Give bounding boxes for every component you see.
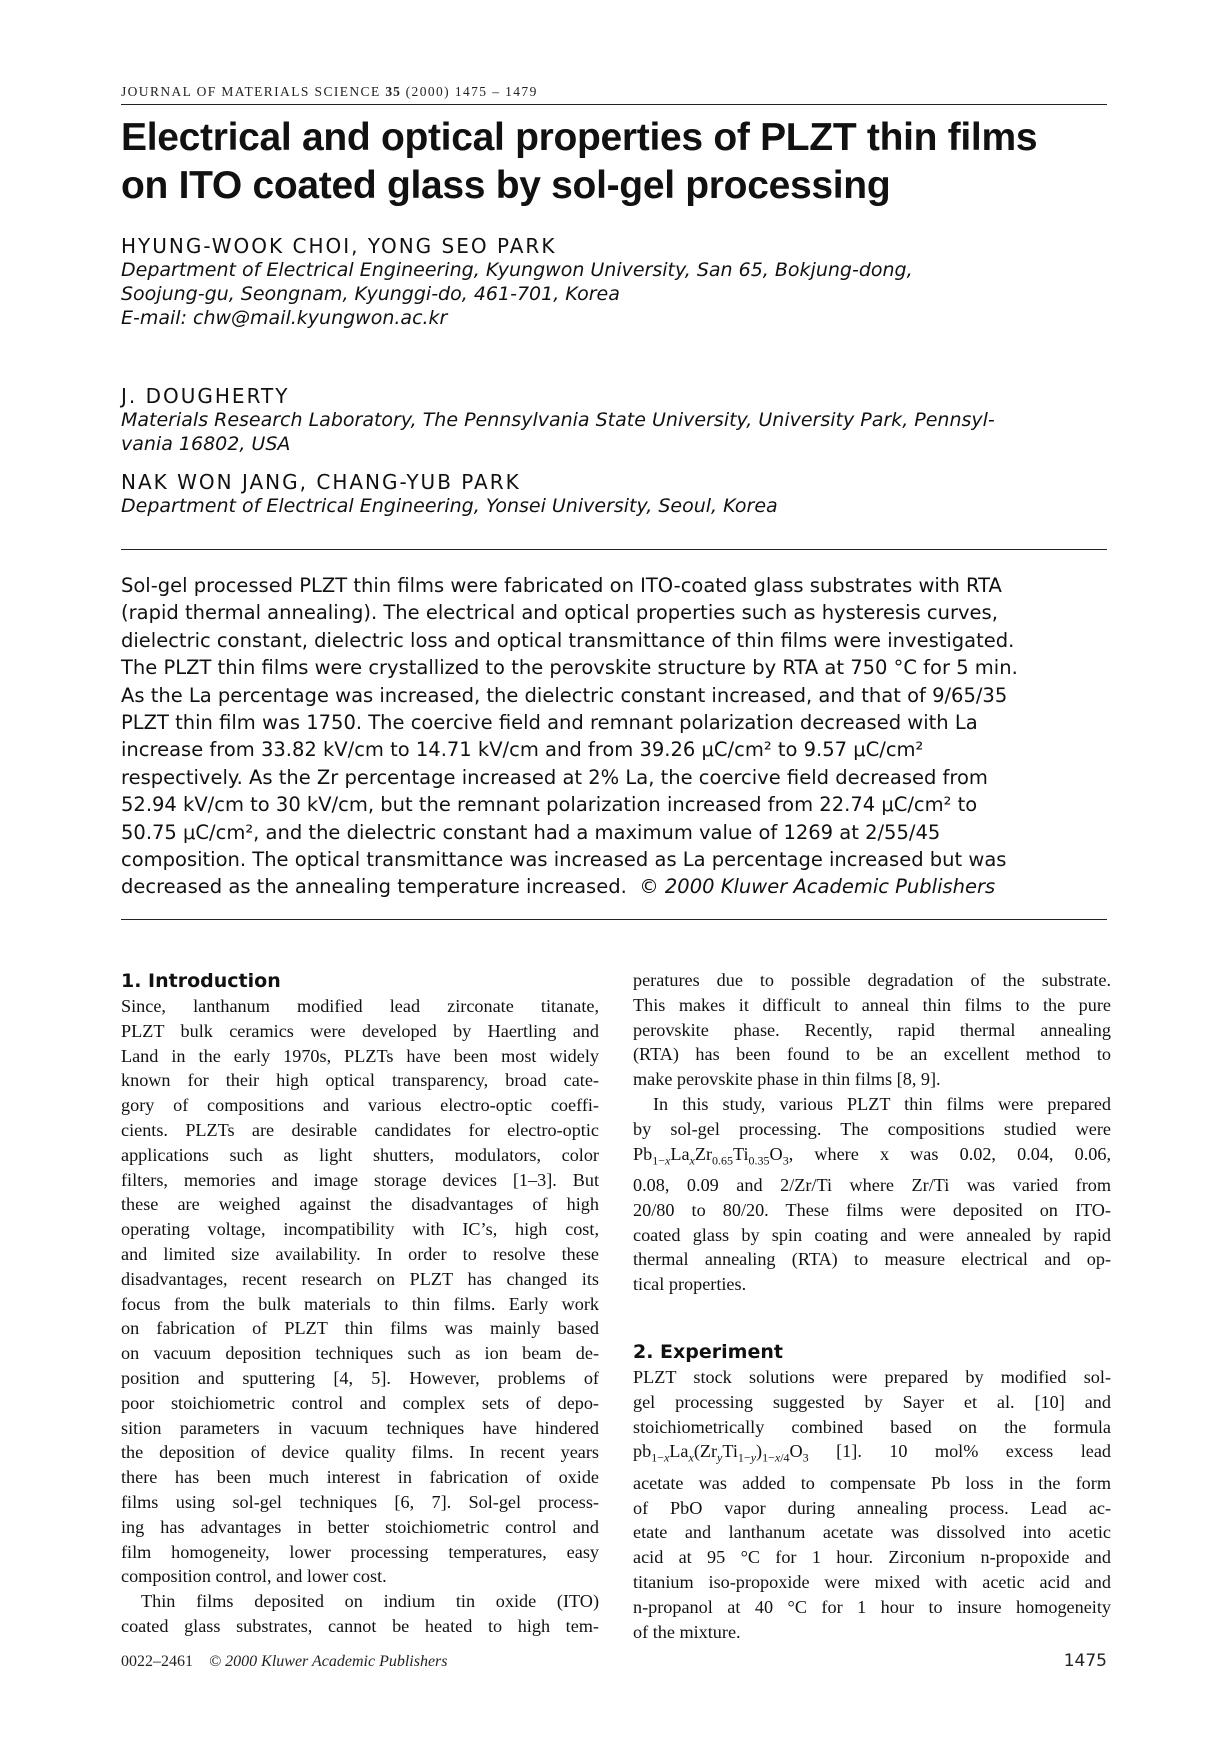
general-formula: $pb_{1-x}La_x(Zr_yTi_{1-y})_{1-x/4}O_3$ bbox=[633, 1441, 809, 1466]
body-column-right bbox=[633, 968, 1111, 1644]
abstract-line: (rapid thermal annealing). The electrical and optical properties such as hysteresis curves, bbox=[121, 601, 998, 625]
abstract-line: dielectric constant, dielectric loss and optical transmittance of thin films were investigated. bbox=[121, 628, 1015, 652]
text-line: operating voltage, incompatibility with IC’s, high cost, bbox=[121, 1219, 599, 1240]
issn: 0022–2461 bbox=[121, 1653, 193, 1670]
author-affiliation bbox=[121, 494, 1111, 518]
text-line-formula bbox=[633, 1142, 1111, 1173]
text-line: make perovskite phase in thin films [8, 9]. bbox=[633, 1069, 941, 1090]
abstract-line: As the La percentage was increased, the dielectric constant increased, and that of 9/65/35 bbox=[121, 683, 1008, 707]
author-group bbox=[121, 470, 1111, 518]
text-line: PLZT stock solutions were prepared by modified sol- bbox=[633, 1367, 1111, 1387]
author-group bbox=[121, 384, 1111, 456]
journal-running-header bbox=[121, 84, 1107, 105]
abstract-last-line bbox=[121, 873, 1111, 900]
abstract-line: 52.94 kV/cm to 30 kV/cm, but the remnant polarization increased from 22.74 μC/cm² to bbox=[121, 793, 978, 817]
abstract-copyright: © 2000 Kluwer Academic Publishers bbox=[639, 875, 996, 899]
abstract-line: Sol-gel processed PLZT thin films were fabricated on ITO-coated glass substrates with RTA bbox=[121, 574, 1002, 597]
text-line: 0.08, 0.09 and 2/Zr/Ti where Zr/Ti was varied from bbox=[633, 1175, 1111, 1196]
text-line: etate and lanthanum acetate was dissolved into acetic bbox=[633, 1522, 1111, 1543]
text-line: there has been much interest in fabrication of oxide bbox=[121, 1467, 599, 1488]
author-affiliation bbox=[121, 258, 1111, 330]
abstract-line: The PLZT thin films were crystallized to the perovskite structure by RTA at 750 °C for 5 min. bbox=[121, 656, 1018, 680]
text-line: thermal annealing (RTA) to measure electrical and op- bbox=[633, 1249, 1111, 1270]
abstract-bottom-rule bbox=[121, 919, 1107, 920]
page-number: 1475 bbox=[1063, 1651, 1107, 1671]
text-line: PLZT bulk ceramics were developed by Haertling and bbox=[121, 1020, 599, 1041]
text-line: perovskite phase. Recently, rapid thermal annealing bbox=[633, 1019, 1111, 1040]
text-line: tical properties. bbox=[633, 1274, 747, 1295]
text-line: Thin films deposited on indium tin oxide (ITO) bbox=[141, 1591, 599, 1612]
text-line: disadvantages, recent research on PLZT has changed its bbox=[121, 1268, 599, 1289]
text-line: sition parameters in vacuum techniques have hindered bbox=[121, 1417, 599, 1438]
text-line: In this study, various PLZT thin films were prepared bbox=[653, 1093, 1111, 1114]
text-line: This makes it difficult to anneal thin films to the pure bbox=[633, 994, 1111, 1015]
author-names: J. DOUGHERTY bbox=[121, 384, 290, 408]
journal-name: JOURNAL OF MATERIALS SCIENCE bbox=[121, 84, 381, 99]
text-line: poor stoichiometric control and complex sets of depo- bbox=[121, 1392, 599, 1413]
text-line: focus from the bulk materials to thin films. Early work bbox=[121, 1293, 599, 1314]
text-line: acetate was added to compensate Pb loss in the form bbox=[633, 1472, 1111, 1493]
title-line: Electrical and optical properties of PLZT thin films bbox=[121, 116, 1038, 159]
introduction-paragraph-2 bbox=[121, 1589, 599, 1639]
text-line: of PbO vapor during annealing process. Lead ac- bbox=[633, 1497, 1111, 1518]
text-line: gel processing suggested by Sayer et al. [10] and bbox=[633, 1391, 1111, 1412]
text-line: film homogeneity, lower processing temperatures, easy bbox=[121, 1541, 599, 1562]
text-line: cients. PLZTs are desirable candidates for electro-optic bbox=[121, 1119, 599, 1140]
text-line: Land in the early 1970s, PLZTs have been most widely bbox=[121, 1045, 599, 1066]
section-heading-introduction: 1. Introduction bbox=[121, 970, 281, 992]
text-line: and limited size availability. In order to resolve these bbox=[121, 1243, 599, 1264]
journal-volume: 35 bbox=[385, 84, 401, 99]
introduction-paragraph-2-continued bbox=[633, 968, 1111, 1092]
text-line: ing has advantages in better stoichiometric control and bbox=[121, 1516, 599, 1537]
text-line: acid at 95 °C for 1 hour. Zirconium n-propoxide and bbox=[633, 1547, 1111, 1568]
text-line: by sol-gel processing. The compositions studied were bbox=[633, 1118, 1111, 1139]
experiment-paragraph-1 bbox=[633, 1365, 1111, 1644]
text-line: known for their high optical transparency, broad cate- bbox=[121, 1070, 599, 1091]
abstract-line: 50.75 μC/cm², and the dielectric constant had a maximum value of 1269 at 2/55/45 bbox=[121, 820, 941, 844]
affiliation-line: Department of Electrical Engineering, Yonsei University, Seoul, Korea bbox=[121, 495, 778, 517]
text-line: Since, lanthanum modified lead zirconate titanate, bbox=[121, 996, 599, 1016]
text-line: of the mixture. bbox=[633, 1621, 741, 1642]
footer-copyright: © 2000 Kluwer Academic Publishers bbox=[209, 1653, 448, 1670]
footer-issn-copyright bbox=[121, 1653, 448, 1671]
text-line: coated glass by spin coating and were annealed by rapid bbox=[633, 1224, 1111, 1245]
text-line: stoichiometrically combined based on the formula bbox=[633, 1416, 1111, 1437]
author-names: HYUNG-WOOK CHOI, YONG SEO PARK bbox=[121, 234, 557, 258]
text-line: gory of compositions and various electro-optic coeffi- bbox=[121, 1095, 599, 1116]
affiliation-line: Materials Research Laboratory, The Pennsylvania State University, University Park, Pennsyl- bbox=[121, 409, 995, 431]
text-line: coated glass substrates, cannot be heated to high tem- bbox=[121, 1615, 599, 1636]
abstract-line: decreased as the annealing temperature increased. bbox=[121, 875, 627, 899]
text-fragment: [1]. 10 mol% excess lead bbox=[808, 1441, 1111, 1462]
text-line: composition control, and lower cost. bbox=[121, 1566, 387, 1587]
text-line: 20/80 to 80/20. These films were deposited on ITO- bbox=[633, 1199, 1111, 1220]
text-line: on vacuum deposition techniques such as ion beam de- bbox=[121, 1343, 599, 1364]
paper-title bbox=[121, 114, 1111, 210]
affiliation-line: Department of Electrical Engineering, Kyungwon University, San 65, Bokjung-dong, bbox=[121, 259, 913, 281]
text-line-formula bbox=[633, 1439, 1111, 1470]
journal-year-pages: (2000) 1475 – 1479 bbox=[405, 84, 538, 99]
abstract-line: composition. The optical transmittance was increased as La percentage increased but was bbox=[121, 848, 1007, 872]
text-line: applications such as light shutters, modulators, color bbox=[121, 1144, 599, 1165]
text-line: filters, memories and image storage devices [1–3]. But bbox=[121, 1169, 599, 1190]
introduction-paragraph-3 bbox=[633, 1092, 1111, 1297]
affiliation-line: vania 16802, USA bbox=[121, 433, 291, 455]
text-line: (RTA) has been found to be an excellent method to bbox=[633, 1044, 1111, 1065]
abstract-line: respectively. As the Zr percentage increased at 2% La, the coercive field decreased from bbox=[121, 765, 988, 789]
abstract-top-rule bbox=[121, 549, 1107, 550]
author-names: NAK WON JANG, CHANG-YUB PARK bbox=[121, 470, 521, 494]
title-line: on ITO coated glass by sol-gel processing bbox=[121, 164, 891, 207]
abstract-line: PLZT thin film was 1750. The coercive field and remnant polarization decreased with La bbox=[121, 711, 978, 735]
section-heading-experiment: 2. Experiment bbox=[633, 1341, 783, 1363]
text-line: titanium iso-propoxide were mixed with acetic acid and bbox=[633, 1572, 1111, 1593]
text-line: peratures due to possible degradation of the substrate. bbox=[633, 970, 1111, 990]
section-spacer bbox=[633, 1297, 1111, 1339]
abstract bbox=[121, 572, 1111, 901]
abstract-line: increase from 33.82 kV/cm to 14.71 kV/cm and from 39.26 μC/cm² to 9.57 μC/cm² bbox=[121, 738, 924, 762]
body-column-left bbox=[121, 968, 599, 1639]
author-affiliation bbox=[121, 408, 1111, 456]
text-fragment: , where x was 0.02, 0.04, 0.06, bbox=[788, 1143, 1111, 1164]
author-group bbox=[121, 234, 1111, 330]
introduction-paragraph-1 bbox=[121, 994, 599, 1589]
text-line: n-propanol at 40 °C for 1 hour to insure homogeneity bbox=[633, 1596, 1111, 1617]
composition-formula: $Pb_{1-x}La_xZr_{0.65}Ti_{0.35}O_3$ bbox=[633, 1143, 789, 1168]
affiliation-email: E-mail: chw@mail.kyungwon.ac.kr bbox=[121, 307, 448, 329]
text-line: the deposition of device quality films. In recent years bbox=[121, 1442, 599, 1463]
text-line: these are weighed against the disadvantages of high bbox=[121, 1194, 599, 1215]
text-line: on fabrication of PLZT thin films was mainly based bbox=[121, 1318, 599, 1339]
text-line: films using sol-gel techniques [6, 7]. Sol-gel process- bbox=[121, 1491, 599, 1512]
affiliation-line: Soojung-gu, Seongnam, Kyunggi-do, 461-701, Korea bbox=[121, 283, 620, 305]
text-line: position and sputtering [4, 5]. However, problems of bbox=[121, 1367, 599, 1388]
